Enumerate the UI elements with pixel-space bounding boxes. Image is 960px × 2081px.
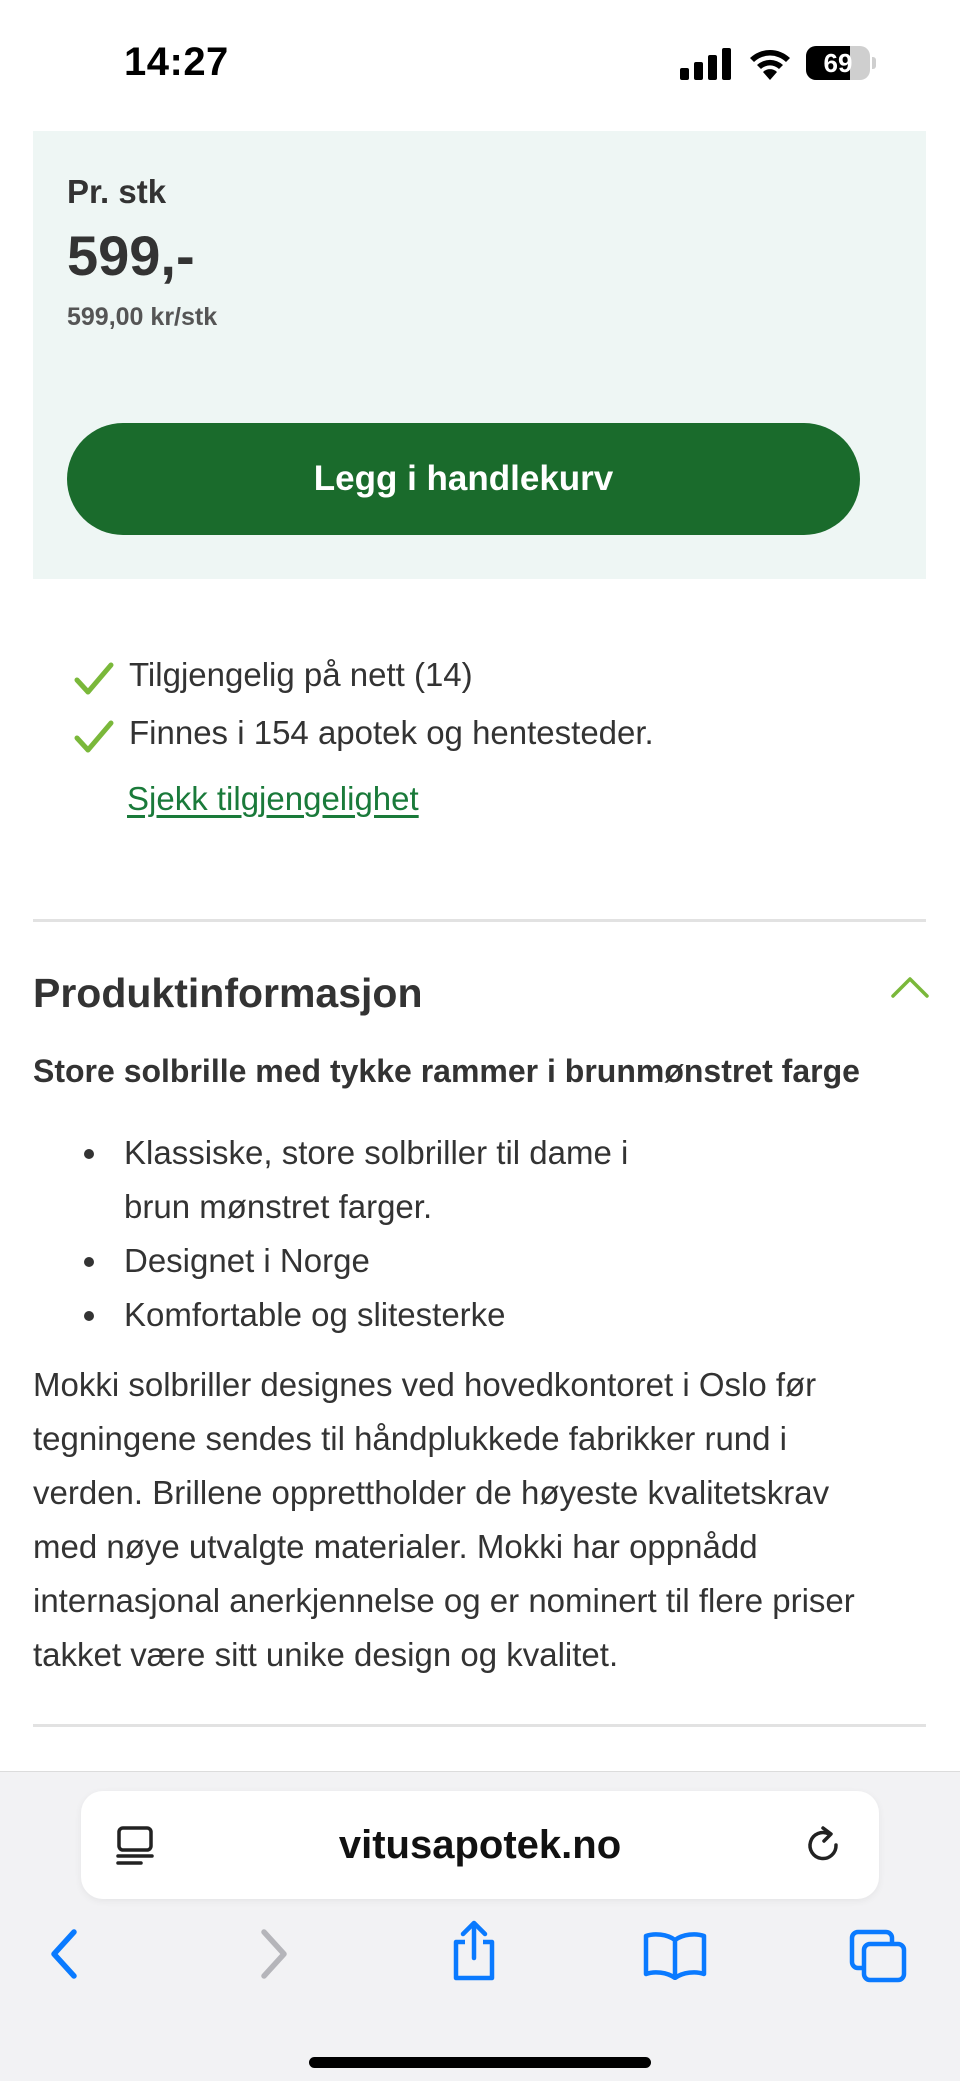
bookmarks-icon[interactable] [642, 1930, 708, 1980]
description-line: tegningene sendes til håndplukkede fabrikker rund i [33, 1420, 788, 1457]
price-value: 599,- [67, 224, 195, 287]
description-line: med nøye utvalgte materialer. Mokki har oppnådd [33, 1528, 758, 1565]
url-text[interactable]: vitusapotek.no [338, 1823, 622, 1867]
back-icon[interactable] [46, 1926, 82, 1982]
chevron-up-icon[interactable] [890, 975, 930, 999]
availability-stores: Finnes i 154 apotek og hentesteder. [129, 714, 654, 751]
home-indicator [309, 2057, 651, 2068]
battery-level: 69 [823, 48, 853, 78]
signal-icon [680, 48, 732, 80]
price-panel [33, 131, 926, 579]
product-subtitle: Store solbrille med tykke rammer i brunmønstret farge [33, 1053, 860, 1089]
availability-online: Tilgjengelig på nett (14) [129, 656, 473, 693]
list-item [72, 1126, 892, 1234]
feature-line: Klassiske, store solbriller til dame i [124, 1134, 629, 1171]
address-bar[interactable] [81, 1791, 879, 1899]
feature-line: brun mønstret farger. [124, 1188, 433, 1225]
check-icon [74, 720, 114, 754]
wifi-icon [748, 46, 792, 80]
reader-icon[interactable] [115, 1825, 155, 1865]
feature-list [72, 1126, 892, 1342]
list-item [72, 1234, 892, 1288]
description-line: takket være sitt unike design og kvalitet. [33, 1636, 619, 1673]
check-availability-link[interactable]: Sjekk tilgjengelighet [127, 780, 419, 817]
description-line: verden. Brillene opprettholder de høyeste kvalitetskrav [33, 1474, 830, 1511]
status-time: 14:27 [124, 40, 229, 84]
list-item [72, 1288, 892, 1342]
browser-toolbar [0, 1771, 960, 2081]
feature-line: Komfortable og slitesterke [124, 1296, 506, 1333]
product-description [33, 1358, 933, 1682]
price-label: Pr. stk [67, 173, 167, 210]
check-icon [74, 662, 114, 696]
description-line: internasjonal anerkjennelse og er nominert til flere priser [33, 1582, 855, 1619]
status-bar [0, 0, 960, 120]
product-info-title[interactable]: Produktinformasjon [33, 970, 423, 1016]
tabs-icon[interactable] [848, 1928, 908, 1984]
add-to-cart-button[interactable]: Legg i handlekurv [67, 423, 860, 535]
forward-icon[interactable] [256, 1926, 292, 1982]
reload-icon[interactable] [803, 1825, 845, 1867]
share-icon[interactable] [448, 1920, 500, 1982]
battery-icon [806, 46, 876, 80]
divider [33, 919, 926, 922]
description-line: Mokki solbriller designes ved hovedkontoret i Oslo før [33, 1366, 817, 1403]
unit-price: 599,00 kr/stk [67, 303, 218, 331]
availability-stores-row [0, 714, 960, 764]
feature-line: Designet i Norge [124, 1242, 370, 1279]
availability-online-row [0, 656, 960, 706]
divider [33, 1724, 926, 1727]
